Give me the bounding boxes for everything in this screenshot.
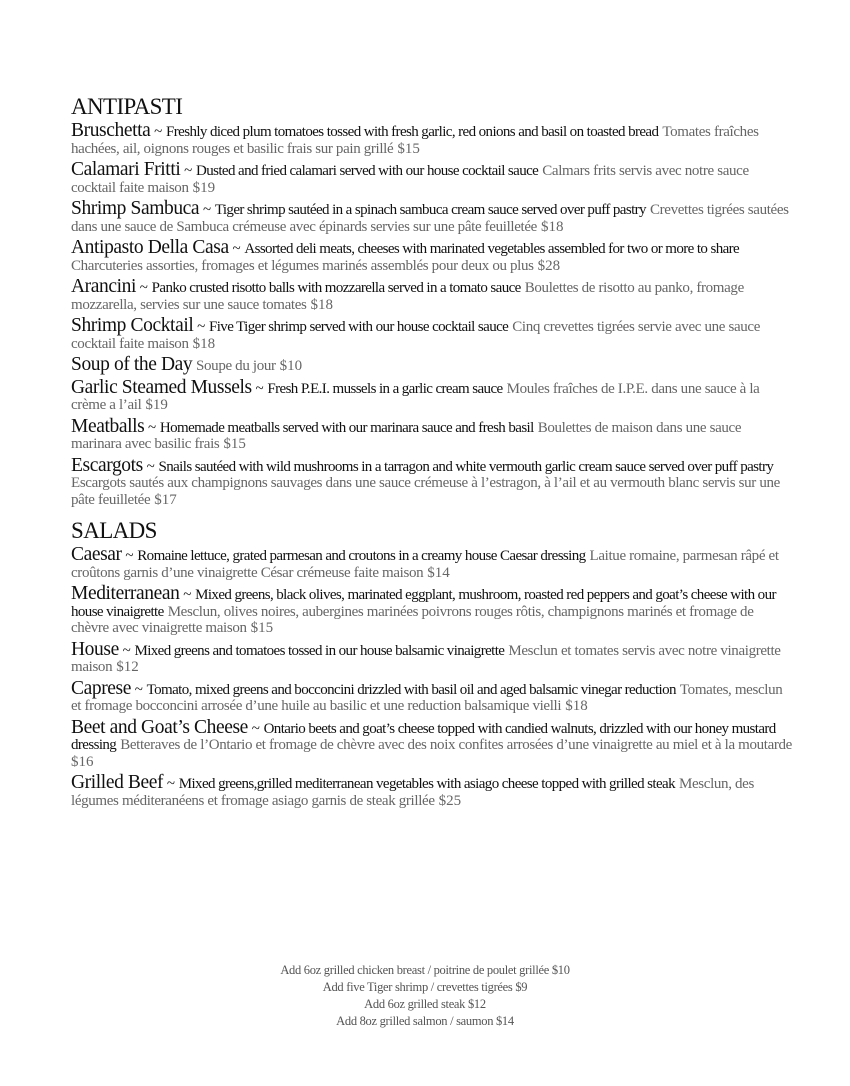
item-price: $18 <box>540 218 564 235</box>
item-separator: ~ <box>150 124 167 140</box>
item-french-description: Calmars frits servis avec notre sauce cocktail faite maison <box>71 163 749 196</box>
item-price: $19 <box>192 179 216 196</box>
item-french-description: Mesclun et tomates servis avec notre vinaigrette maison <box>71 642 781 675</box>
item-description: Mixed greens, black olives, marinated eggplant, mushroom, roasted red peppers and goat’s cheese with our house vinaigrette <box>71 587 776 620</box>
menu-item <box>71 354 793 375</box>
item-separator: ~ <box>144 419 160 436</box>
item-separator: ~ <box>131 681 147 698</box>
addon-line: Add 8oz grilled salmon / saumon $14 <box>336 1014 514 1028</box>
item-separator: ~ <box>163 776 179 792</box>
item-french-description: Mesclun, des légumes méditeranéens et fromage asiago garnis de steak grillée <box>71 776 754 809</box>
item-name: Beet and Goat’s Cheese <box>71 716 248 738</box>
item-price: $25 <box>438 792 462 809</box>
addon-line: Add five Tiger shrimp / crevettes tigrées $9 <box>322 980 528 994</box>
item-french-description: Betteraves de l’Ontario et fromage de chèvre avec des noix confites arrosées d’une vinaigrette au miel et à la moutarde <box>120 737 792 753</box>
menu-item <box>71 544 793 581</box>
item-description: Tiger shrimp sautéed in a spinach sambuca cream sauce served over puff pastry <box>214 202 646 218</box>
item-separator: ~ <box>247 720 264 737</box>
item-price: $15 <box>223 436 246 452</box>
item-price: $14 <box>427 564 450 581</box>
item-name: Shrimp Cocktail <box>71 315 194 336</box>
section-title: SALADS <box>71 518 157 543</box>
item-french-description: Soupe du jour <box>196 358 276 374</box>
item-price: $12 <box>116 659 139 675</box>
item-description: Freshly diced plum tomatoes tossed with fresh garlic, red onions and basil on toasted bread <box>166 124 659 140</box>
item-description: Dusted and fried calamari served with our house cocktail sauce <box>195 163 539 179</box>
item-separator: ~ <box>193 319 209 335</box>
menu-sections <box>71 94 793 809</box>
item-name: Escargots <box>71 454 143 476</box>
item-french-description: Tomates, mesclun et fromage bocconcini arrosée d’une huile au basilic et une reduction balsamique vielli <box>71 681 783 714</box>
item-description: Mixed greens and tomatoes tossed in our house balsamic vinaigrette <box>134 642 505 659</box>
item-name: Meatballs <box>71 415 145 437</box>
item-name: Antipasto Della Casa <box>71 237 229 258</box>
item-price: $15 <box>250 620 274 636</box>
item-french-description: Crevettes tigrées sautées dans une sauce de Sambuca crémeuse avec épinards servies sur une pâte feuilletée <box>71 202 789 235</box>
menu-item <box>71 415 793 453</box>
item-description: Romaine lettuce, grated parmesan and croutons in a creamy house Caesar dressing <box>137 548 586 564</box>
section-title: ANTIPASTI <box>71 94 183 119</box>
menu-item <box>71 716 793 771</box>
item-french-description: Mesclun, olives noires, aubergines marinées poivrons rouges rôtis, champignons marinés et fromage de chèvre avec vinaigrette maison <box>71 603 754 636</box>
item-name: Shrimp Sambuca <box>71 198 200 219</box>
item-name: Soup of the Day <box>71 354 193 375</box>
item-french-description: Tomates fraîches hachées, ail, oignons rouges et basilic frais sur pain grillé <box>71 124 759 157</box>
item-price: $16 <box>71 753 94 770</box>
item-price: $15 <box>397 140 420 157</box>
item-name: Arancini <box>71 276 137 297</box>
item-separator: ~ <box>118 642 135 659</box>
menu-item <box>71 677 793 715</box>
menu-item <box>71 237 793 274</box>
addon-line: Add 6oz grilled chicken breast / poitrine de poulet grillée $10 <box>280 963 570 977</box>
item-name: Caesar <box>71 544 122 565</box>
menu-item <box>71 159 793 196</box>
item-price: $18 <box>192 335 216 352</box>
item-price: $28 <box>537 257 561 274</box>
menu-item <box>71 638 793 676</box>
menu-item <box>71 276 793 313</box>
item-description: Tomato, mixed greens and bocconcini drizzled with basil oil and aged balsamic vinegar reduction <box>146 681 676 698</box>
item-description: Panko crusted risotto balls with mozzarella served in a tomato sauce <box>151 280 521 296</box>
item-name: Calamari Fritti <box>71 159 181 180</box>
item-price: $10 <box>279 358 303 374</box>
menu-item <box>71 315 793 352</box>
item-description: Five Tiger shrimp served with our house cocktail sauce <box>209 319 509 335</box>
item-description: Assorted deli meats, cheeses with marinated vegetables assembled for two or more to share <box>244 241 740 257</box>
addon-line: Add 6oz grilled steak $12 <box>364 997 486 1011</box>
item-separator: ~ <box>179 587 196 603</box>
item-separator: ~ <box>136 280 152 296</box>
item-price: $19 <box>145 397 168 413</box>
item-french-description: Cinq crevettes tigrées servie avec une sauce cocktail faite maison <box>71 319 761 352</box>
item-french-description: Moules fraîches de I.P.E. dans une sauce à la crème a l’ail <box>71 380 760 413</box>
item-description: Snails sautéed with wild mushrooms in a tarragon and white vermouth garlic cream sauce served over puff pastry <box>158 458 774 475</box>
item-price: $18 <box>565 698 588 714</box>
item-price: $17 <box>154 491 177 508</box>
item-separator: ~ <box>121 548 138 564</box>
item-french-description: Escargots sautés aux champignons sauvages dans une sauce crémeuse à l’estragon, à l’ail et au vermouth blanc servis sur une pâte feuilletée <box>71 475 780 508</box>
item-name: Mediterranean <box>71 583 180 604</box>
addons-list <box>0 962 850 1030</box>
item-separator: ~ <box>228 241 245 257</box>
item-description: Homemade meatballs served with our marinara sauce and fresh basil <box>159 419 534 436</box>
menu-item <box>71 120 793 157</box>
menu-item <box>71 198 793 235</box>
menu-item <box>71 772 793 809</box>
menu-page <box>71 94 793 814</box>
item-name: House <box>71 638 119 660</box>
item-name: Garlic Steamed Mussels <box>71 376 252 398</box>
item-name: Caprese <box>71 677 132 699</box>
item-name: Bruschetta <box>71 120 151 141</box>
item-separator: ~ <box>180 163 196 179</box>
item-price: $18 <box>310 296 334 313</box>
item-description: Mixed greens,grilled mediterranean vegetables with asiago cheese topped with grilled steak <box>178 776 675 792</box>
item-french-description: Boulettes de risotto au panko, fromage mozzarella, servies sur une sauce tomates <box>71 280 744 313</box>
item-french-description: Boulettes de maison dans une sauce marinara avec basilic frais <box>71 419 742 452</box>
item-description: Ontario beets and goat’s cheese topped with candied walnuts, drizzled with our honey mustard dressing <box>71 720 776 753</box>
item-separator: ~ <box>199 202 215 218</box>
item-name: Grilled Beef <box>71 772 164 793</box>
menu-item <box>71 454 793 509</box>
menu-item <box>71 376 793 414</box>
menu-item <box>71 583 793 637</box>
item-french-description: Charcuteries assorties, fromages et légumes marinés assemblés pour deux ou plus <box>71 257 534 274</box>
item-french-description: Laitue romaine, parmesan râpé et croûtons garnis d’une vinaigrette César crémeuse faite maison <box>71 548 779 581</box>
item-separator: ~ <box>251 380 268 397</box>
item-separator: ~ <box>142 458 159 475</box>
item-description: Fresh P.E.I. mussels in a garlic cream sauce <box>267 380 503 397</box>
